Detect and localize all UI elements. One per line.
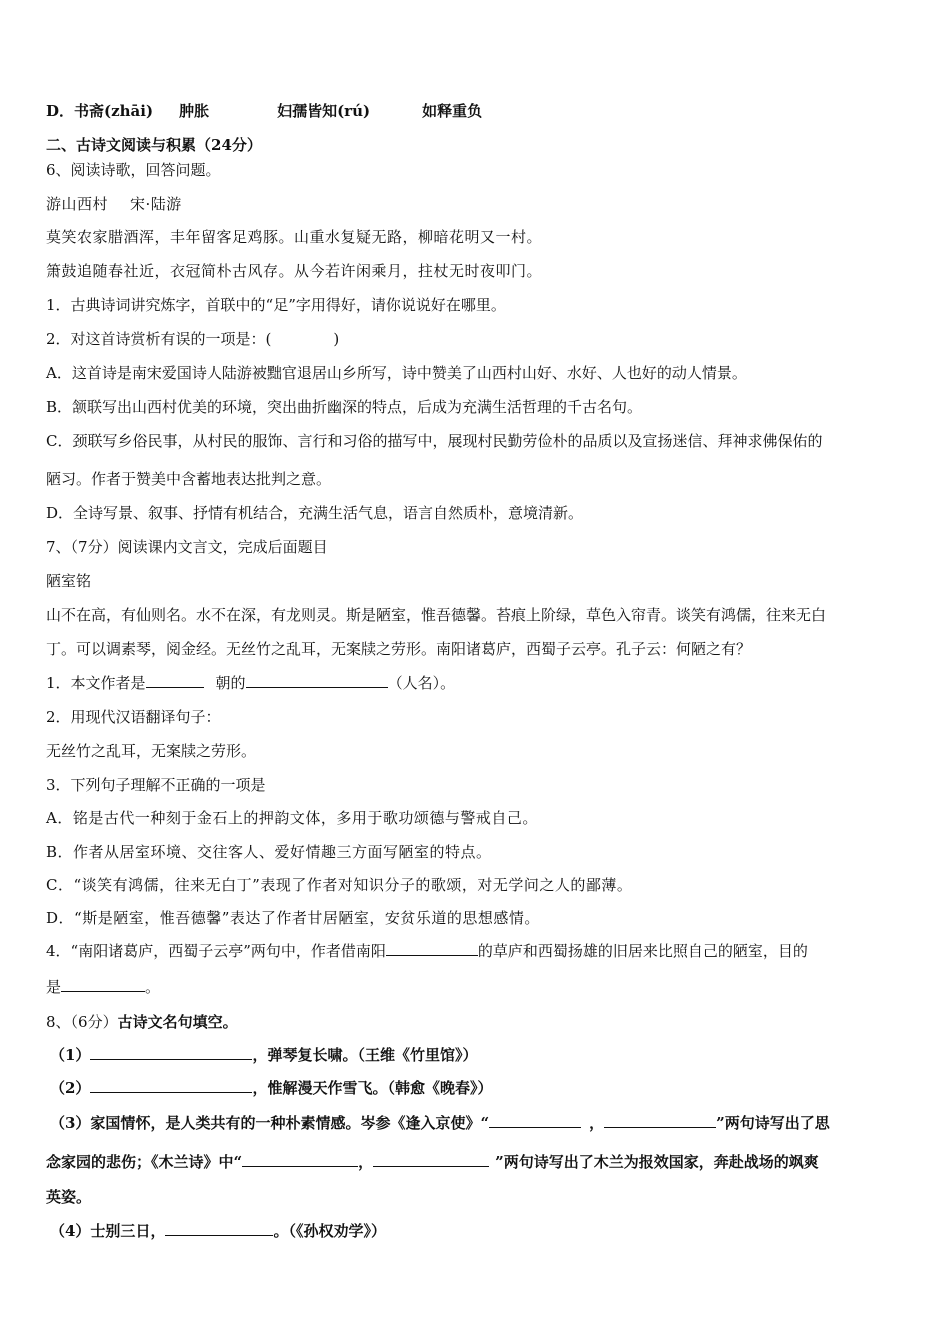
fill-blank-dynasty[interactable] (146, 673, 204, 688)
q6-intro: 6、阅读诗歌，回答问题。 (46, 161, 221, 179)
q7-sub1-part-c: （人名）。 (387, 674, 456, 692)
q8-item-1-tail: ，弹琴复长啸。（王维《竹里馆》） (252, 1046, 478, 1064)
q6-sub-question-2 (46, 329, 339, 349)
q6-poem-title: 游山西村 (46, 195, 109, 213)
q7-option-c: C．“谈笑有鸿儒，往来无白丁”表现了作者对知识分子的歌颂，对无学问之人的鄙薄。 (46, 876, 633, 894)
q6-poem-heading (46, 194, 182, 214)
q8-intro-text: 古诗文名句填空。 (117, 1013, 238, 1031)
q8-item-3-part-c: ”两句诗写出了思 (716, 1114, 830, 1132)
q8-item-1 (50, 1045, 477, 1065)
q7-option-a: A．铭是古代一种刻于金石上的押韵文体，多用于歌功颂德与警戒自己。 (46, 809, 538, 827)
q8-item-3-part-d: 念家园的悲伤；《木兰诗》中“ (46, 1153, 243, 1171)
q6-option-d: D．全诗写景、叙事、抒情有机结合，充满生活气息，语言自然质朴，意境清新。 (46, 504, 584, 522)
q7-sub4-part-d: 。 (145, 978, 161, 996)
q5-option-d (46, 101, 482, 121)
q8-item-1-label: （1） (50, 1046, 91, 1064)
q8-item-3-part-e: ， (358, 1153, 374, 1171)
fill-blank-person[interactable] (386, 941, 478, 956)
q6-option-c-line-1: C．颈联写乡俗民事，从村民的服饰、言行和习俗的描写中，展现村民勤劳俭朴的品质以及宣扬迷信、拜神求佛保佑的 (46, 432, 823, 450)
q6-option-b: B．颔联写出山西村优美的环境，突出曲折幽深的特点，后成为充满生活哲理的千古名句。 (46, 398, 643, 416)
q7-sub1-part-b: 朝的 (215, 674, 246, 692)
q5-option-d-word2: 肿胀 (179, 102, 210, 120)
q7-sub-question-2: 2．用现代汉语翻译句子： (46, 708, 221, 726)
q8-item-2-tail: ，惟解漫天作雪飞。（韩愈《晚春》） (252, 1079, 493, 1097)
q7-text-title: 陋室铭 (46, 572, 92, 590)
q6-option-c-line-2: 陋习。作者于赞美中含蓄地表达批判之意。 (46, 470, 332, 488)
q7-sub4-part-a: 4．“南阳诸葛庐，西蜀子云亭”两句中，作者借南阳 (46, 942, 386, 960)
q7-sub1-part-a: 1．本文作者是 (46, 674, 146, 692)
q8-intro (46, 1012, 238, 1032)
fill-blank-author[interactable] (246, 673, 388, 688)
q8-item-4-part-b: 。（《孙权劝学》） (273, 1222, 386, 1240)
q6-poem-line-2: 箫鼓追随春社近，衣冠简朴古风存。从今若许闲乘月，拄杖无时夜叩门。 (46, 262, 543, 280)
q7-sub2-sentence: 无丝竹之乱耳，无案牍之劳形。 (46, 742, 257, 760)
q7-sub-question-4-cont (46, 977, 160, 997)
fill-blank-line-2[interactable] (90, 1078, 252, 1093)
q6-option-a: A．这首诗是南宋爱国诗人陆游被黜官退居山乡所写，诗中赞美了山西村山好、水好、人也好的动人情景。 (46, 364, 747, 382)
section-2-title: 二、古诗文阅读与积累（24分） (46, 136, 262, 154)
q8-item-4-part-a: （4）士别三日， (50, 1222, 166, 1240)
q6-sub-question-1: 1．古典诗词讲究炼字，首联中的“足”字用得好，请你说说好在哪里。 (46, 296, 506, 314)
q8-item-3-line-2 (46, 1152, 819, 1172)
q8-item-3-part-f: ”两句诗写出了木兰为报效国家，奔赴战场的飒爽 (495, 1153, 819, 1171)
q5-option-d-word4: 如释重负 (422, 102, 483, 120)
q6-poem-author: 宋·陆游 (130, 195, 182, 213)
fill-blank-mulan-1[interactable] (242, 1152, 358, 1167)
q7-sub-question-3: 3．下列句子理解不正确的一项是 (46, 776, 266, 794)
q7-sub-question-1 (46, 673, 455, 693)
q7-text-line-1: 山不在高，有仙则名。水不在深，有龙则灵。斯是陋室，惟吾德馨。苔痕上阶绿，草色入帘青。谈笑有鸿儒，往来无白 (46, 606, 827, 624)
q6-poem-line-1: 莫笑农家腊酒浑，丰年留客足鸡豚。山重水复疑无路，柳暗花明又一村。 (46, 228, 543, 246)
q8-item-3-line-1 (50, 1113, 830, 1133)
q7-sub-question-4 (46, 941, 808, 961)
fill-blank-cen-shen-2[interactable] (604, 1113, 716, 1128)
fill-blank-line-1[interactable] (90, 1045, 252, 1060)
q7-option-d: D．“斯是陋室，惟吾德馨”表达了作者甘居陋室，安贫乐道的思想感情。 (46, 909, 540, 927)
fill-blank-purpose[interactable] (61, 977, 145, 992)
q8-intro-number: 8、（6分） (46, 1013, 118, 1031)
q7-option-b: B．作者从居室环境、交往客人、爱好情趣三方面写陋室的特点。 (46, 843, 492, 861)
q8-item-2 (50, 1078, 492, 1098)
q8-item-2-label: （2） (50, 1079, 91, 1097)
q7-sub4-part-c: 是 (46, 978, 62, 996)
q8-item-3-part-b: ， (589, 1114, 605, 1132)
q8-item-3-part-a: （3）家国情怀，是人类共有的一种朴素情感。岑参《逢入京使》“ (50, 1114, 490, 1132)
q7-sub4-part-b: 的草庐和西蜀扬雄的旧居来比照自己的陋室，目的 (477, 942, 808, 960)
q5-option-d-word3: 妇孺皆知(rú) (277, 102, 371, 120)
q6-sub-question-2-suffix: ) (333, 330, 340, 348)
q8-item-3-line-3: 英姿。 (46, 1188, 92, 1206)
fill-blank-line-4[interactable] (165, 1221, 273, 1236)
q7-intro: 7、（7分）阅读课内文言文，完成后面题目 (46, 538, 328, 556)
q5-option-d-label: D． (46, 102, 75, 120)
fill-blank-mulan-2[interactable] (373, 1152, 489, 1167)
fill-blank-cen-shen-1[interactable] (489, 1113, 581, 1128)
q7-text-line-2: 丁。可以调素琴，阅金经。无丝竹之乱耳，无案牍之劳形。南阳诸葛庐，西蜀子云亭。孔子云：何陋之有？ (46, 640, 752, 658)
q6-sub-question-2-prefix: 2．对这首诗赏析有误的一项是：( (46, 330, 272, 348)
q8-item-4 (50, 1221, 386, 1241)
q5-option-d-word1: 书斋(zhāi) (74, 102, 154, 120)
